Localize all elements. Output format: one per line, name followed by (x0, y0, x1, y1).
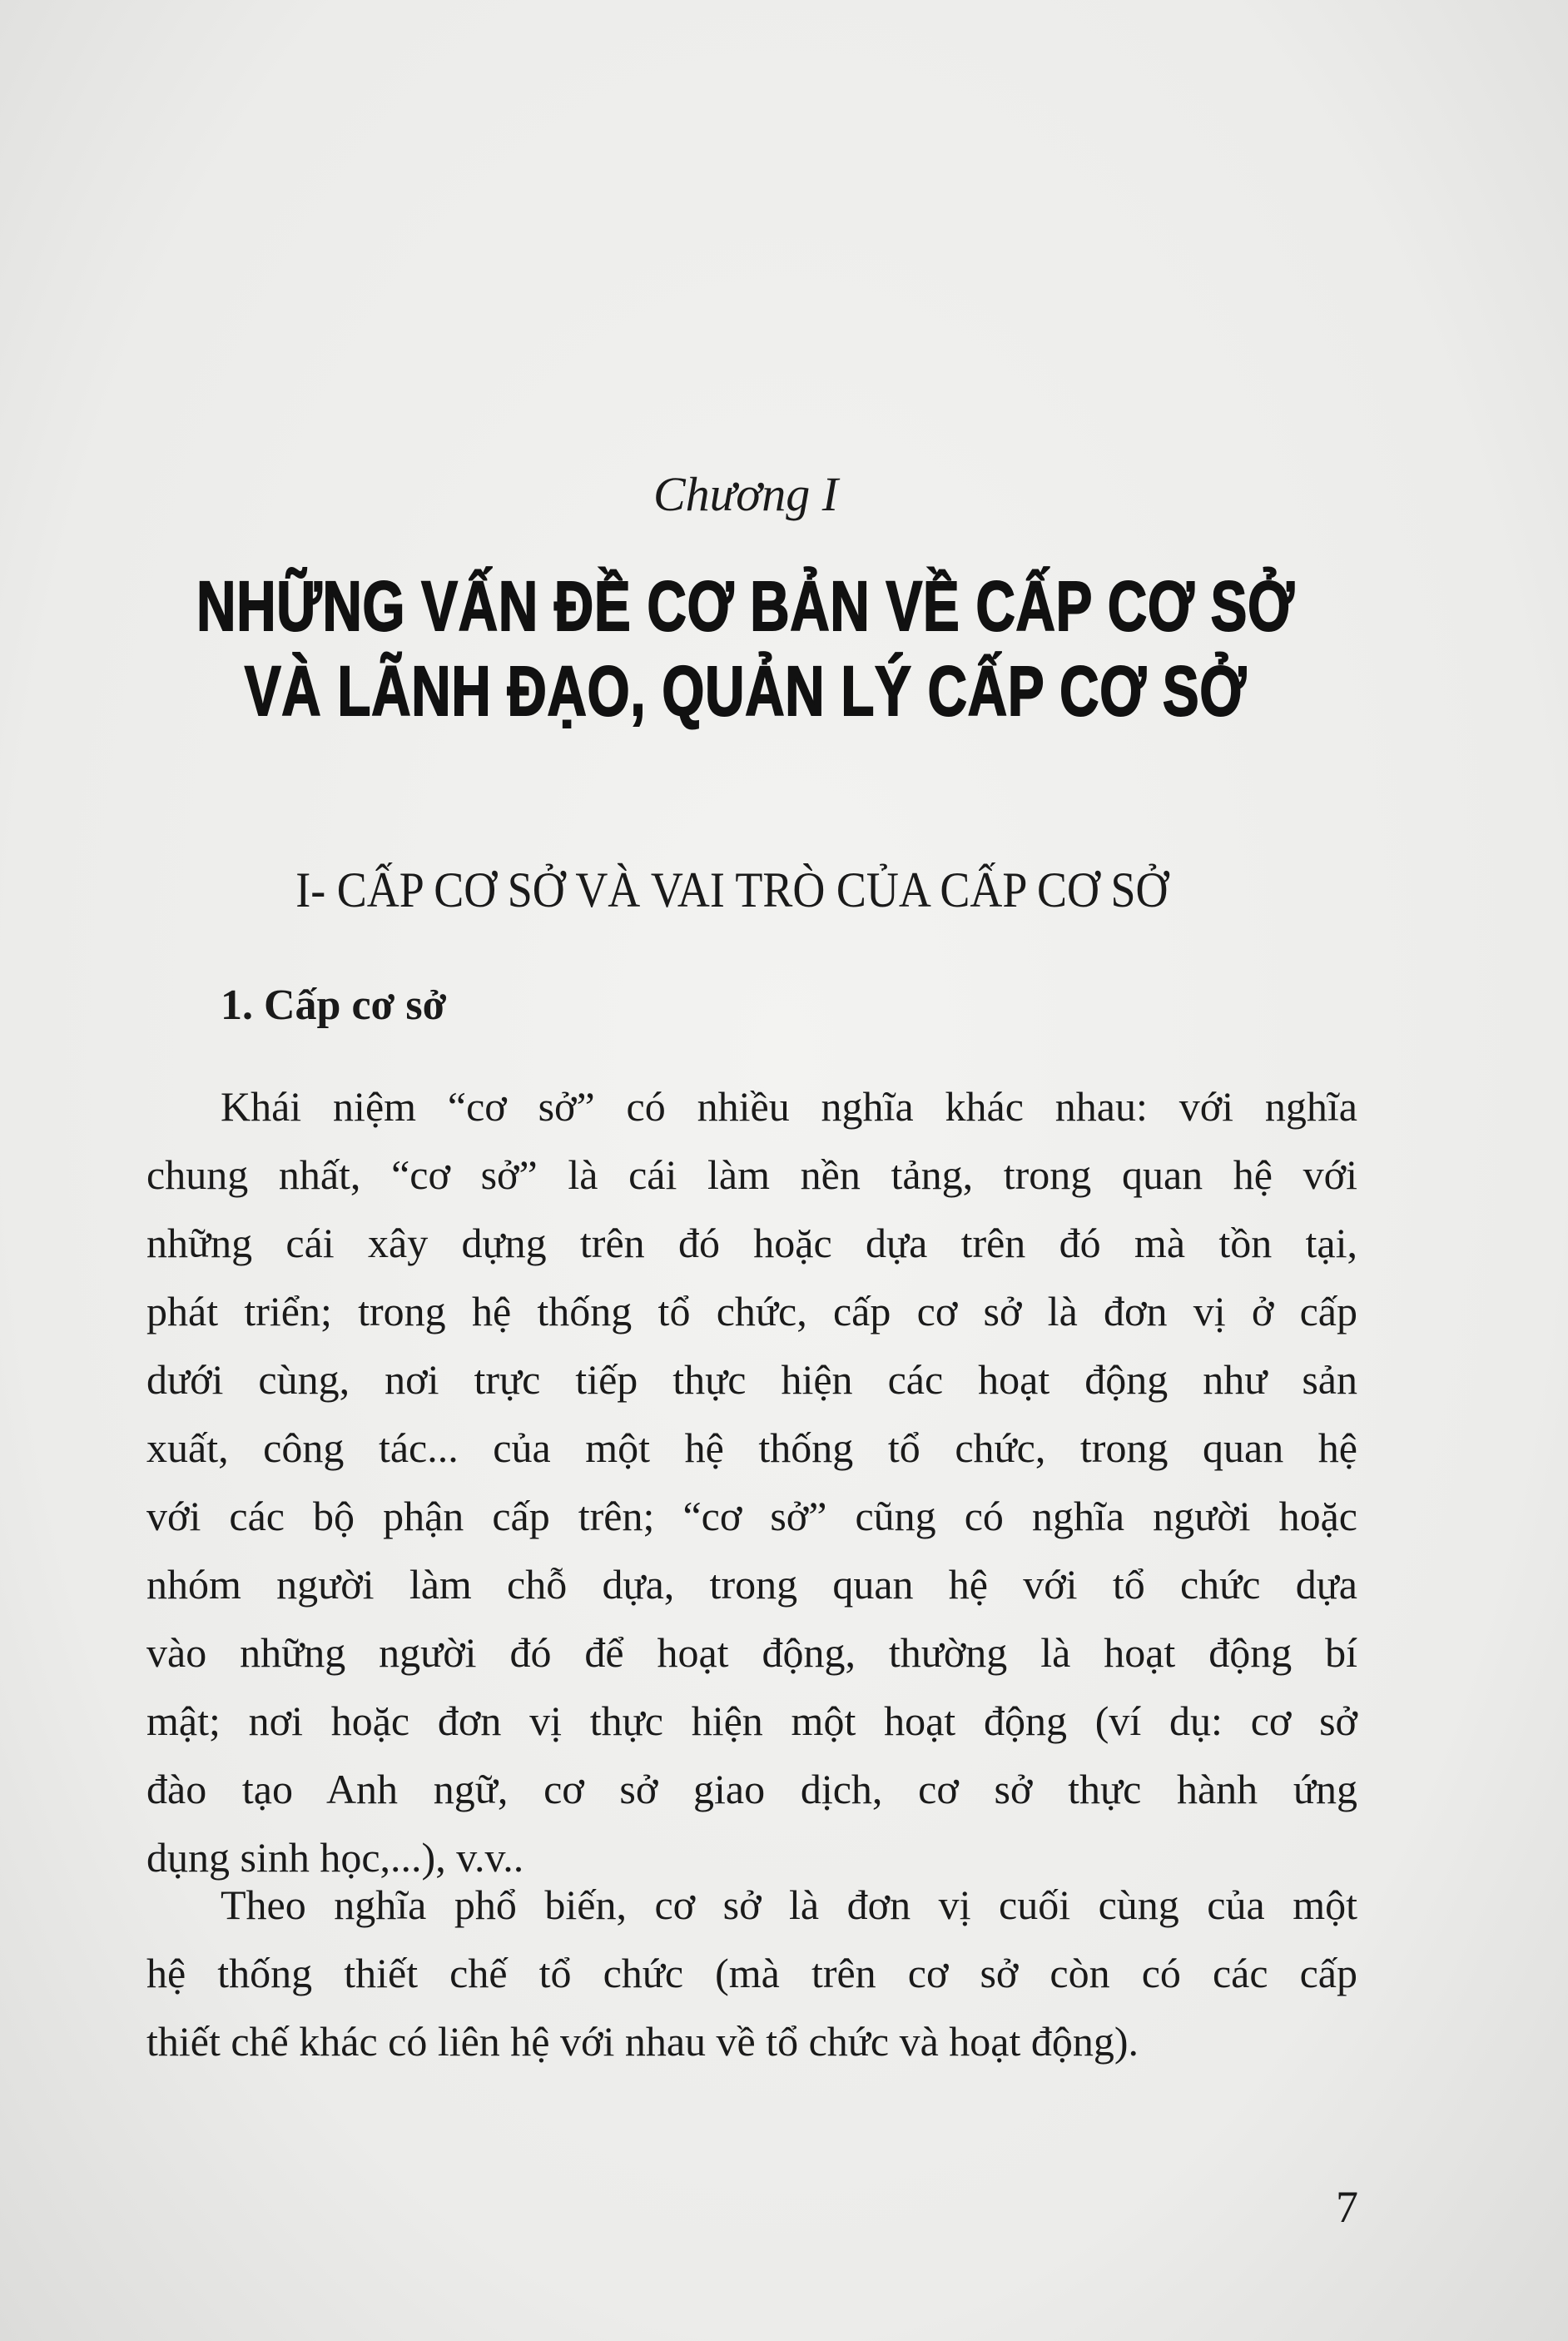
chapter-title-line-1 (0, 566, 1491, 647)
text-line: những cái xây dựng trên đó hoặc dựa trên đó mà tồn tại, (146, 1220, 1357, 1266)
text-line: đào tạo Anh ngữ, cơ sở giao dịch, cơ sở thực hành ứng (146, 1766, 1357, 1812)
subsection-heading: 1. Cấp cơ sở (221, 982, 447, 1029)
paragraph-2 (146, 1871, 1357, 2075)
section-heading (0, 862, 1463, 919)
text-line: chung nhất, “cơ sở” là cái làm nền tảng, trong quan hệ với (146, 1151, 1357, 1198)
text-line: dưới cùng, nơi trực tiếp thực hiện các hoạt động như sản (146, 1356, 1357, 1403)
chapter-title-line-2 (0, 651, 1491, 732)
text-line: mật; nơi hoặc đơn vị thực hiện một hoạt động (ví dụ: cơ sở (146, 1697, 1357, 1744)
chapter-label: Chương I (653, 467, 839, 521)
text-line: dụng sinh học,...), v.v.. (146, 1834, 524, 1881)
chapter-title-text: NHỮNG VẤN ĐỀ CƠ BẢN VỀ CẤP CƠ SỞ (196, 567, 1295, 645)
text-line: Khái niệm “cơ sở” có nhiều nghĩa khác nhau: với nghĩa (221, 1083, 1357, 1130)
text-line: thiết chế khác có liên hệ với nhau về tổ chức và hoạt động). (146, 2018, 1139, 2065)
text-line: hệ thống thiết chế tổ chức (mà trên cơ sở còn có các cấp (146, 1950, 1357, 1996)
text-line: Theo nghĩa phổ biến, cơ sở là đơn vị cuối cùng của một (221, 1881, 1357, 1928)
text-line: xuất, công tác... của một hệ thống tổ chức, trong quan hệ (146, 1424, 1357, 1471)
text-line: vào những người đó để hoạt động, thường là hoạt động bí (146, 1629, 1357, 1676)
text-line: nhóm người làm chỗ dựa, trong quan hệ với tổ chức dựa (146, 1561, 1357, 1608)
text-line: với các bộ phận cấp trên; “cơ sở” cũng có nghĩa người hoặc (146, 1493, 1357, 1539)
text-line: phát triển; trong hệ thống tổ chức, cấp cơ sở là đơn vị ở cấp (146, 1288, 1357, 1335)
chapter-title-text: VÀ LÃNH ĐẠO, QUẢN LÝ CẤP CƠ SỞ (244, 652, 1248, 730)
paragraph-1 (146, 1072, 1357, 1891)
section-heading-text: I- CẤP CƠ SỞ VÀ VAI TRÒ CỦA CẤP CƠ SỞ (295, 862, 1169, 917)
page-number: 7 (1336, 2182, 1358, 2232)
